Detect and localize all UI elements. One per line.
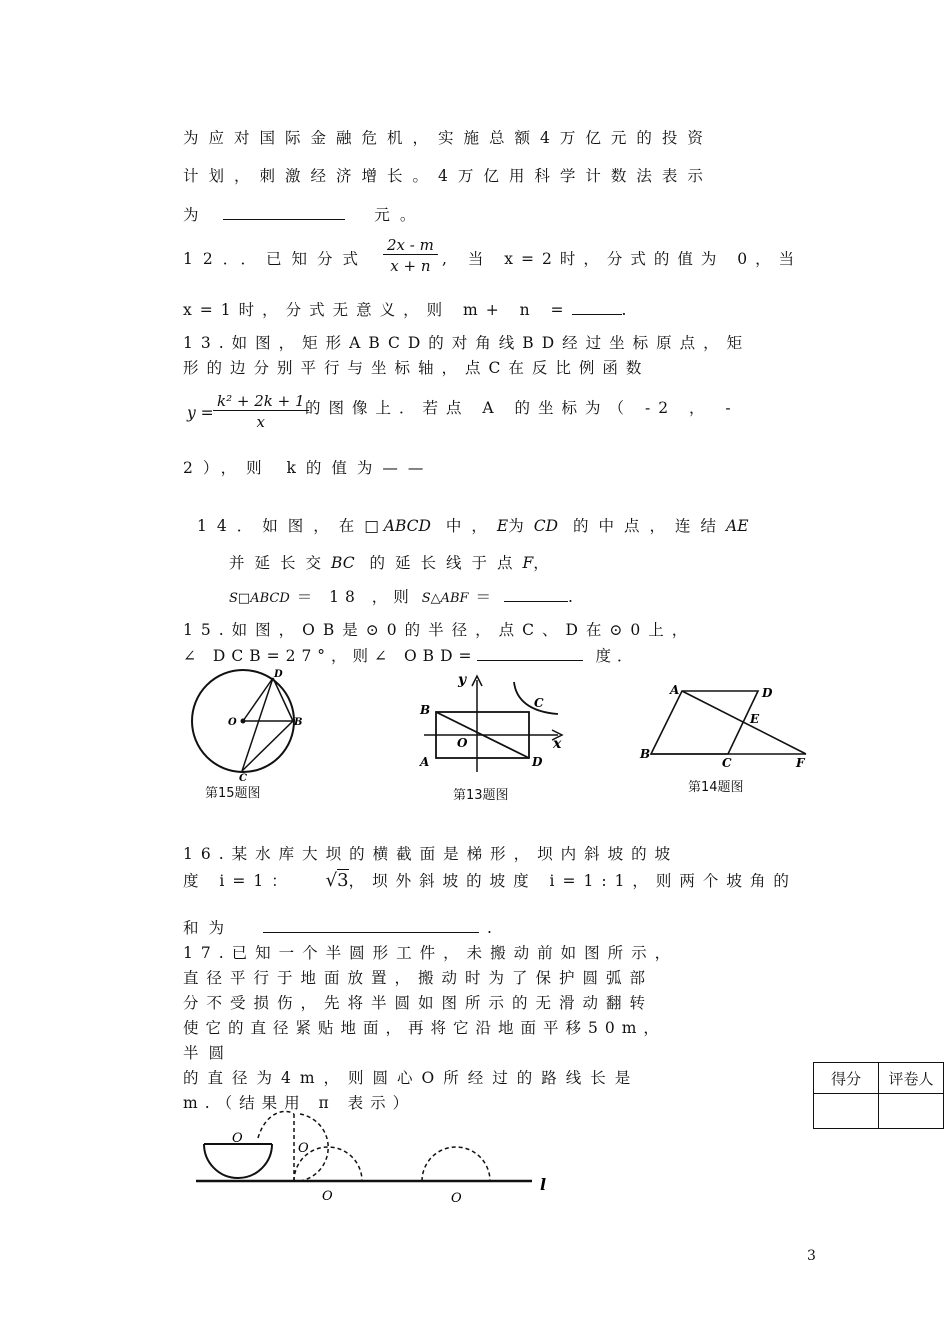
q13-line1: 13.如图，矩形ABCD的对角线BD经过坐标原点，矩 bbox=[183, 334, 751, 352]
fig14-label-c: C bbox=[722, 756, 732, 770]
q14-segment-bc: BC bbox=[331, 554, 355, 572]
fig17-label-l: l bbox=[540, 1175, 547, 1194]
fig13-caption: 第13题图 bbox=[453, 788, 509, 803]
q14-segment-ae: AE bbox=[726, 517, 749, 535]
q12-fraction bbox=[383, 236, 438, 275]
q16-line1: 16.某水库大坝的横截面是梯形，坝内斜坡的坡 bbox=[183, 845, 679, 863]
fig15-label-o: O bbox=[228, 717, 237, 728]
q12-line1-prefix: 12．．已知分式 bbox=[183, 250, 368, 268]
q13-fraction-denominator: x bbox=[256, 413, 265, 431]
score-cell[interactable] bbox=[814, 1094, 879, 1129]
fig15-label-b: B bbox=[294, 717, 303, 728]
q11-line3-prefix: 为 bbox=[183, 206, 209, 224]
page-number: 3 bbox=[807, 1248, 816, 1264]
q15-line2-end: 度． bbox=[595, 647, 639, 665]
q12-answer-blank[interactable] bbox=[572, 300, 622, 315]
fig13-label-c: C bbox=[534, 696, 544, 710]
q12-fraction-denominator: x + n bbox=[390, 257, 431, 275]
q17-line2: 直径平行于地面放置，搬动时为了保护圆弧部 bbox=[183, 969, 654, 987]
fig17-label-o2: O bbox=[298, 1141, 309, 1156]
grader-header: 评卷人 bbox=[879, 1063, 944, 1094]
q11-line2: 计划，刺激经济增长。4万亿用科学计数法表示 bbox=[183, 167, 713, 185]
q14-line3 bbox=[229, 585, 575, 607]
score-header: 得分 bbox=[814, 1063, 879, 1094]
q16-line3 bbox=[183, 916, 502, 938]
q16-line2 bbox=[183, 869, 797, 891]
q11-line1: 为应对国际金融危机，实施总额4万亿元的投资 bbox=[183, 129, 713, 147]
q14-area-abf: S△ABF bbox=[421, 591, 469, 606]
q15-line2-text: ∠ DCB=27°，则∠ OBD= bbox=[183, 647, 478, 665]
q16-answer-blank[interactable] bbox=[263, 918, 479, 933]
q15-line2 bbox=[183, 644, 639, 666]
fig14-label-b: B bbox=[640, 747, 651, 761]
q12-fraction-numerator: 2x - m bbox=[383, 236, 438, 255]
q14-area-abcd: S□ABCD bbox=[229, 591, 290, 606]
fig13-label-o: O bbox=[457, 736, 468, 750]
figure-13 bbox=[412, 672, 572, 778]
q12-line2-text: x=1时，分式无意义，则 m+ n = bbox=[183, 301, 572, 319]
figure-14 bbox=[636, 680, 816, 772]
q12-line1-suffix: , 当 x=2时，分式的值为 0，当 bbox=[442, 250, 803, 268]
q13-line2: 形的边分别平行与坐标轴，点C在反比例函数 bbox=[183, 359, 650, 377]
q14-line1 bbox=[197, 514, 749, 536]
q14-equation: ＝ 18 ，则 bbox=[296, 588, 415, 606]
fig17-label-o4: O bbox=[451, 1191, 462, 1206]
q16-line3-prefix: 和为 bbox=[183, 919, 235, 937]
q14-line2-text: 的延长线于点 bbox=[369, 554, 523, 572]
q14-line1-text: 的中点，连结 bbox=[573, 517, 727, 535]
q11-answer-blank[interactable] bbox=[223, 205, 345, 220]
q11-line3 bbox=[183, 203, 425, 225]
figure-17 bbox=[190, 1106, 570, 1206]
q16-sqrt: √3 bbox=[325, 870, 349, 891]
q13-y-label: y = bbox=[187, 404, 214, 422]
q17-line4: 使它的直径紧贴地面，再将它沿地面平移50m， bbox=[183, 1019, 666, 1037]
q14-segment-cd: CD bbox=[533, 517, 559, 535]
fig15-caption: 第15题图 bbox=[205, 786, 261, 801]
q12-line2-end: . bbox=[621, 301, 635, 319]
q14-line1-is: 为 bbox=[508, 517, 534, 535]
fig13-label-x: x bbox=[553, 736, 562, 752]
q16-sqrt-value: 3 bbox=[337, 870, 349, 891]
fig13-label-b: B bbox=[420, 703, 431, 717]
q17-line3: 分不受损伤，先将半圆如图所示的无滑动翻转 bbox=[183, 994, 654, 1012]
fig13-label-y: y bbox=[458, 672, 467, 688]
figure-15 bbox=[180, 665, 310, 783]
q14-line2-end: ， bbox=[533, 554, 559, 572]
fig14-label-d: D bbox=[762, 686, 773, 700]
q14-answer-blank[interactable] bbox=[504, 587, 568, 602]
q14-point-e: E bbox=[496, 517, 509, 535]
q14-line2 bbox=[229, 551, 559, 573]
fig15-label-c: C bbox=[239, 773, 247, 783]
q13-fraction bbox=[213, 392, 309, 431]
grader-cell[interactable] bbox=[879, 1094, 944, 1129]
fig17-semicircle bbox=[204, 1144, 272, 1178]
fig14-label-e: E bbox=[750, 712, 760, 726]
q17-line6: 的直径为4m，则圆心O所经过的路线长是 bbox=[183, 1069, 640, 1087]
fig13-label-a: A bbox=[420, 755, 430, 769]
q15-answer-blank[interactable] bbox=[477, 646, 583, 661]
q13-line4: 2），则 k的值为—— bbox=[183, 459, 434, 477]
fig17-label-o3: O bbox=[322, 1189, 333, 1204]
q17-line7: m.（结果用 π 表示） bbox=[183, 1094, 416, 1112]
q14-parallelogram: □ ABCD bbox=[364, 517, 431, 535]
q11-line3-suffix: 元。 bbox=[374, 206, 426, 224]
fig14-label-f: F bbox=[796, 756, 805, 770]
fig14-caption: 第14题图 bbox=[688, 780, 744, 795]
fig13-label-d: D bbox=[532, 755, 543, 769]
q12-line2 bbox=[183, 298, 634, 320]
q15-line1: 15.如图，OB是⊙0的半径，点C、D在⊙0上， bbox=[183, 621, 696, 639]
q13-line3: 的图像上．若点 A 的坐标为（ -2 ， - bbox=[305, 399, 739, 417]
q16-line3-end: . bbox=[486, 919, 502, 937]
q13-fraction-numerator: k² + 2k + 1 bbox=[213, 392, 309, 411]
q14-line1-prefix: 14．如图，在 bbox=[197, 517, 365, 535]
q14-line2-prefix: 并延长交 bbox=[229, 554, 332, 572]
fig15-label-d: D bbox=[274, 669, 283, 680]
fig14-label-a: A bbox=[670, 683, 680, 697]
q14-point-f: F bbox=[522, 554, 534, 572]
q14-line1-mid: 中， bbox=[445, 517, 497, 535]
q17-line5: 半圆 bbox=[183, 1044, 235, 1062]
q14-equals: ＝ bbox=[475, 588, 498, 606]
q16-line2-suffix: ，坝外斜坡的坡度 i=1:1，则两个坡角的 bbox=[348, 872, 797, 890]
q16-line2-prefix: 度 i=1： bbox=[183, 872, 295, 890]
score-box bbox=[813, 1062, 944, 1129]
q14-end: . bbox=[567, 588, 575, 606]
fig17-label-o1: O bbox=[232, 1131, 243, 1146]
q17-line1: 17.已知一个半圆形工件，未搬动前如图所示， bbox=[183, 944, 679, 962]
